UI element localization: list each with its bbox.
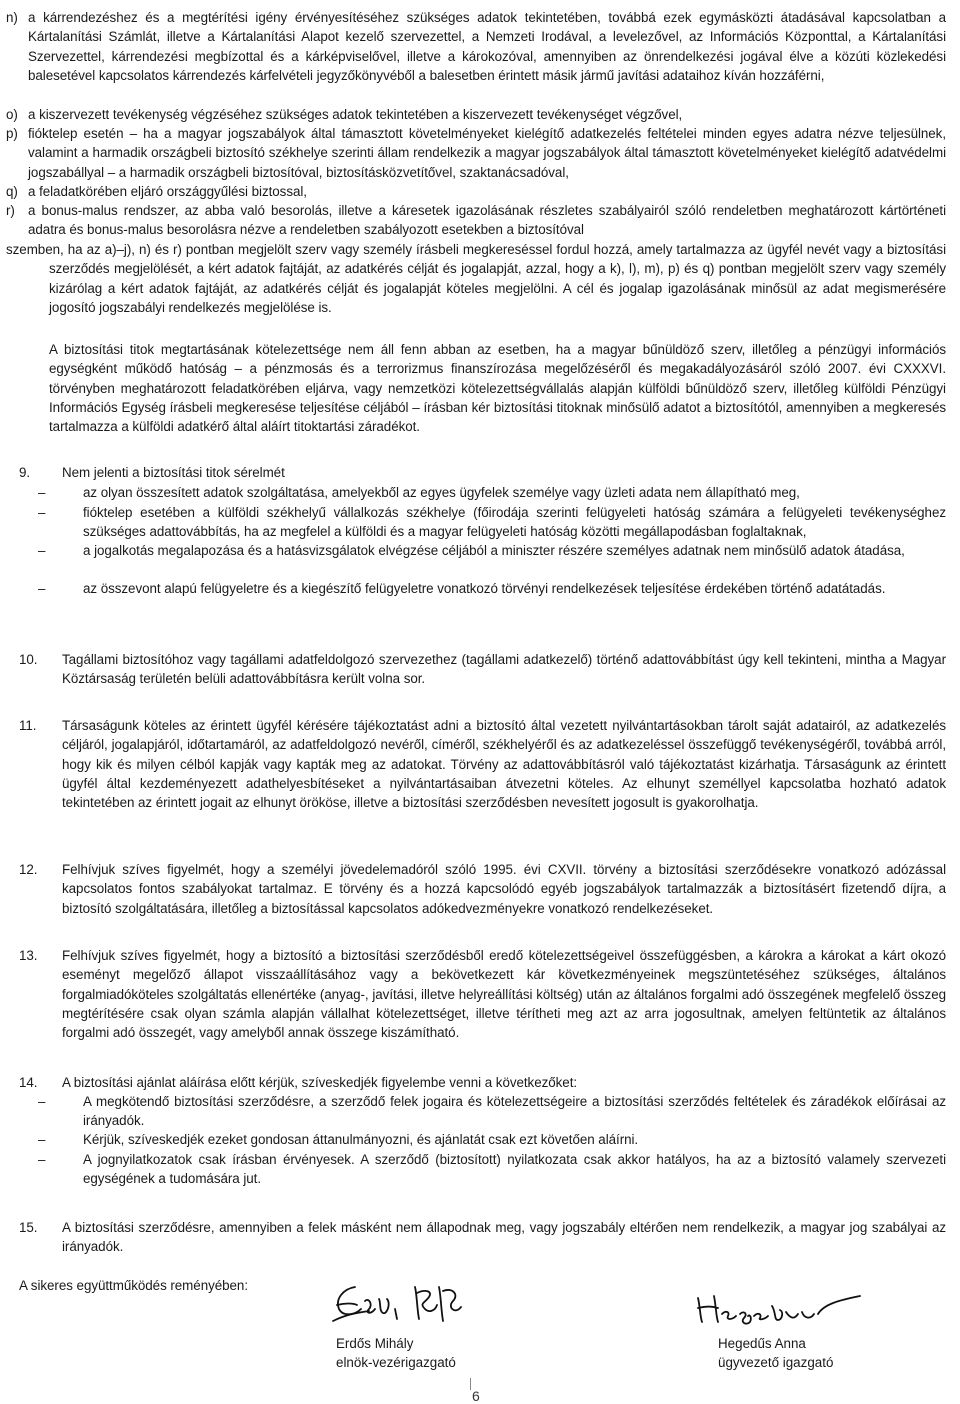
- list-item: – az olyan összesített adatok szolgáltatása, amelyekből az egyes ügyfelek személye vagy üzleti adata nem állapítható meg,: [38, 485, 800, 500]
- list-item-p: p) fióktelep esetén – ha a magyar jogszabályok által támasztott követelményeket kielégítő adatkezelés feltételei minden egyes adatra nézve teljesülnek, valamint a harmadik országbeli biztosító székhelye szerinti állam rendelkezik a magyar jogszabályok által támasztott követelményeket kielégítő adatvédelmi jogszabállyal – a harmadik országbeli biztosítóval, biztosításközvetítővel, szaktanácsadóval,: [6, 126, 946, 180]
- list-item-o: o) a kiszervezett tevékenység végzéséhez szükséges adatok tekintetében a kiszervezett tevékenységet végzővel,: [6, 107, 683, 122]
- list-item: – A megkötendő biztosítási szerződésre, a szerződő felek jogaira és kötelezettségeire a biztosítási szerződés feltételek és záradékok előírásai az irányadók.: [38, 1094, 946, 1129]
- list-item: – az összevont alapú felügyeletre és a kiegészítő felügyeletre vonatkozó törvényi rendelkezések teljesítése érdekében történő adatátadás.: [38, 581, 886, 596]
- page-number-divider: [470, 1378, 471, 1390]
- section-12: 12. Felhívjuk szíves figyelmét, hogy a személyi jövedelemadóról szóló 1995. évi CXVII. törvény a biztosítási szerződésekre vonatkozó adózással kapcsolatos fontos szabályokat tartalmaz. E törvény és a hozzá kapcsolódó egyéb jogszabályok tartalmazzák a biztosításért fizetendő díjra, a biztosító szolgáltatására, illetőleg a biztosítással kapcsolatos adókedvezményekre vonatkozó rendelkezéseket.: [19, 862, 946, 916]
- section-13: 13. Felhívjuk szíves figyelmét, hogy a biztosító a biztosítási szerződésből eredő kötelezettségeivel összefüggésben, a károkra a károkat a kárt okozó eseményt megelőző állapot visszaállításához vagy a bekövetkezett kár következményeinek megszüntetéséhez szükséges, általános forgalmiadóköteles szolgáltatás ellenértéke (anyag-, javítási, illetve helyreállítási költség) után az általános forgalmi adó összegének megfelelő összeg megtérítésére csak olyan számla alapján vállalhat kötelezettséget, illetve térítheti meg azt az arra jogosultnak, amelyen feltüntetik az általános forgalmi adó összegét, vagy amelyből annak összege kiszámítható.: [19, 948, 946, 1041]
- list-item-r: r) a bonus-malus rendszer, az abba való besorolás, illetve a káresetek igazolásának részletes szabályairól szóló rendeletben meghatározott kártörténeti adatra és bonus-malus besorolásra nézve a rendeletben szabályozott esetekben a biztosítóval: [6, 203, 946, 238]
- list-item: – Kérjük, szíveskedjék ezeket gondosan áttanulmányozni, és ajánlatát csak ezt követően aláírni.: [38, 1132, 639, 1147]
- section-10: 10. Tagállami biztosítóhoz vagy tagállami adatfeldolgozó szervezethez (tagállami adatkezelő) történő adattovábbítást úgy kell tekinteni, mintha a Magyar Köztársaság területén belüli adattovábbításra került volna sor.: [19, 652, 946, 687]
- section-15: 15. A biztosítási szerződésre, amennyiben a felek másként nem állapodnak meg, vagy jogszabály eltérően nem rendelkezik, a magyar jog szabályai az irányadók.: [19, 1220, 946, 1255]
- list-item: – A jognyilatkozatok csak írásban érvényesek. A szerződő (biztosított) nyilatkozata csak akkor hatályos, ha az a biztosító valamely szervezeti egységének a tudomására jut.: [38, 1152, 946, 1187]
- paragraph-continuation: szemben, ha az a)–j), n) és r) pontban megjelölt szerv vagy személy írásbeli megkereséssel fordul hozzá, amely tartalmazza az ügyfél nevét vagy a biztosítási szerződés megjelölését, a kért adatok fajtáját, az adatkérés célját és jogalapját, azzal, hogy a k), l), m), p) és q) pontban megjelölt szerv vagy személy kizárólag a kért adatok fajtáját, az adatkérés célját és jogalapját köteles megjelölni. A cél és jogalap igazolásának minősül az adat megismerésére jogosító jogszabályi rendelkezés megjelölése is.: [6, 242, 946, 315]
- signatory-2-name: Hegedűs Anna: [718, 1336, 806, 1351]
- signature-hegedus-image: [690, 1290, 870, 1330]
- signatory-1-title: elnök-vezérigazgató: [336, 1355, 456, 1370]
- page-number: 6: [472, 1388, 480, 1404]
- signatory-2-title: ügyvezető igazgató: [718, 1355, 834, 1370]
- list-item-n: n) a kárrendezéshez és a megtérítési igény érvényesítéséhez szükséges adatok tekintetében, továbbá ezek egymásközti átadásával kapcsolatban a Kártalanítási Számlát, illetve a Kártalanítási Alapot kezelő szervezettel, a Nemzeti Irodával, a levelezővel, az Információs Központtal, a Kártalanítási Szervezettel, kárrendezési megbízottal és a kárképviselővel, illetve a károkozóval, amennyiben az önrendelkezési jogával élve a közúti közlekedési balesetével kapcsolatos kárrendezés kárfelvételi jegyzőkönyvéből a balesetben érintett másik jármű javítási adataihoz kíván hozzáférni,: [6, 10, 946, 83]
- paragraph-titok: A biztosítási titok megtartásának kötelezettsége nem áll fenn abban az esetben, ha a magyar bűnüldöző szerv, illetőleg a pénzügyi információs egységként működő hatóság – a pénzmosás és a terrorizmus finanszírozása megelőzéséről és megakadályozásáról szóló 2007. évi CXXXVI. törvényben meghatározott feladatkörében eljárva, vagy nemzetközi kötelezettségvállalás alapján külföldi bűnüldöző szerv, illetőleg külföldi Pénzügyi Információs Egység írásbeli megkeresése teljesítése céljából – írásban kér biztosítási titoknak minősülő adatot a biztosítótól, amennyiben a megkeresés tartalmazza a külföldi adatkérő által aláírt titoktartási záradékot.: [49, 342, 946, 435]
- section-14-lead: 14. A biztosítási ajánlat aláírása előtt kérjük, szíveskedjék figyelembe venni a következőket:: [19, 1075, 578, 1090]
- list-item: – fióktelep esetében a külföldi székhelyű vállalkozás székhelye (főirodája szerinti felügyeleti hatóság számára a felügyeleti tevékenységhez szükséges adattovábbítás, ha az megfelel a külföldi és a magyar felügyeleti hatóság közötti megállapodásban foglaltaknak,: [38, 505, 946, 540]
- section-11: 11. Társaságunk köteles az érintett ügyfél kérésére tájékoztatást adni a biztosító által vezetett nyilvántartásokban tárolt saját adatairól, az adatkezelés céljáról, jogalapjáról, időtartamáról, az adatfeldolgozó nevéről, címéről, székhelyéről és az adatkezeléssel összefüggő tevékenységéről, továbbá arról, hogy kik és milyen célból kapják vagy kapták meg az adatokat. Törvény az adattovábbításról való tájékoztatást kizárhatja. Társaságunk az érintett ügyfél által kezdeményezett adathelyesbítéseket a nyilvántartásaiban átvezetni köteles. Az elhunyt személlyel kapcsolatba hozható adatok tekintetében az érintett jogait az elhunyt örököse, illetve a biztosítási szerződésben nevesített jogosult is gyakorolhatja.: [19, 718, 946, 811]
- section-9-lead: 9. Nem jelenti a biztosítási titok sérelmét: [19, 465, 285, 480]
- closing-line: A sikeres együttműködés reményében:: [19, 1278, 248, 1293]
- list-item: – a jogalkotás megalapozása és a hatásvizsgálatok elvégzése céljából a miniszter részére személyes adatnak nem minősülő adatok átadása,: [38, 543, 905, 558]
- list-item-q: q) a feladatkörében eljáró országgyűlési biztossal,: [6, 184, 307, 199]
- signatory-1-name: Erdős Mihály: [336, 1336, 414, 1351]
